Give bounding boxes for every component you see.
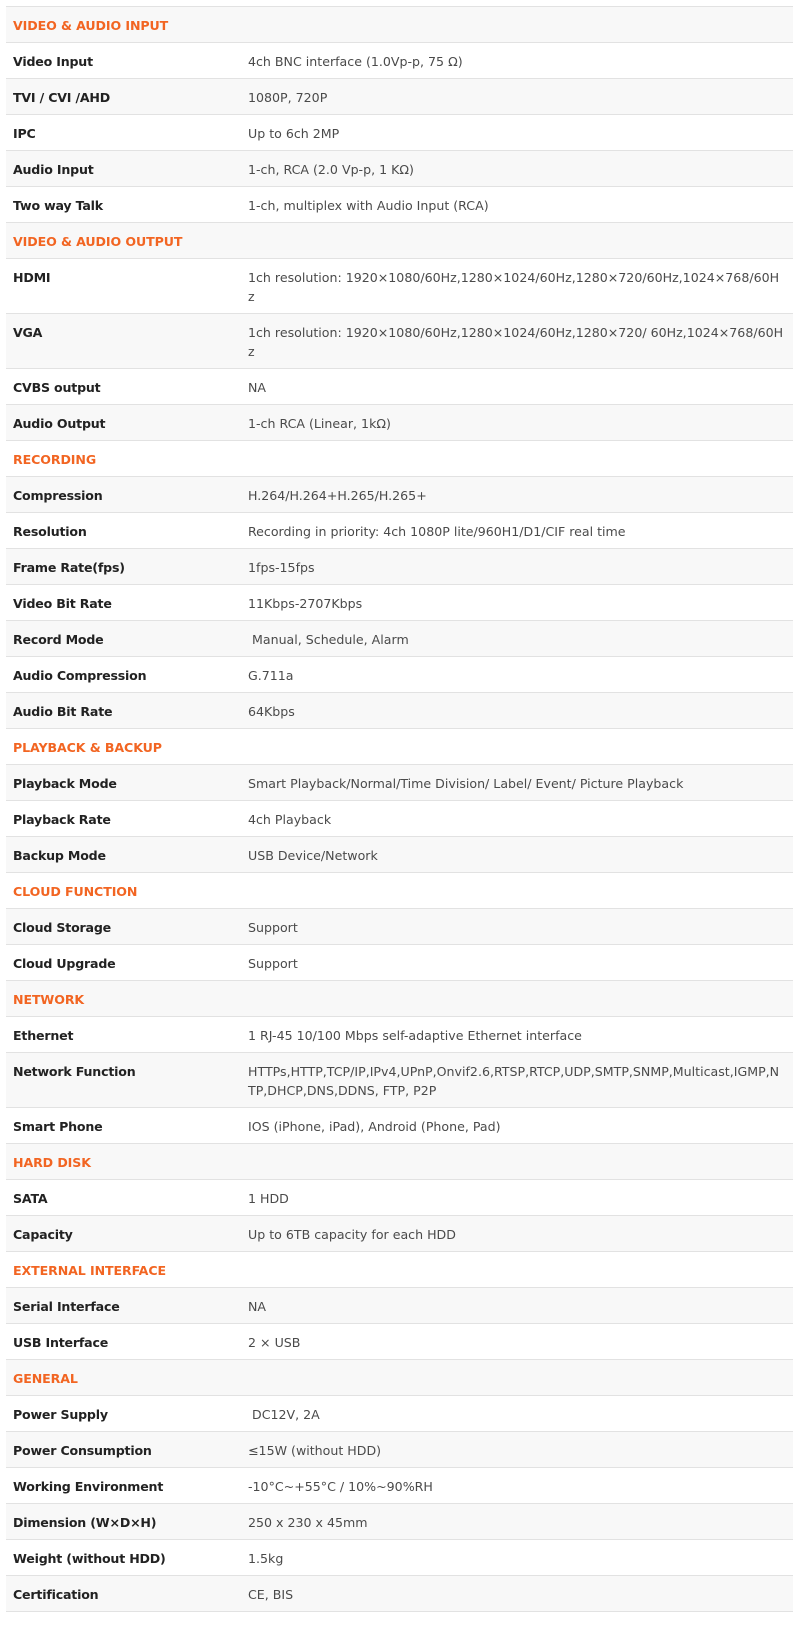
spec-value: 1-ch RCA (Linear, 1kΩ) (248, 416, 391, 431)
spec-row (6, 1053, 793, 1108)
spec-label: Frame Rate(fps) (13, 560, 125, 575)
spec-row (6, 187, 793, 223)
spec-value: Support (248, 920, 298, 935)
section-title: NETWORK (13, 992, 85, 1007)
spec-value: 11Kbps-2707Kbps (248, 596, 363, 611)
spec-value: 250 x 230 x 45mm (248, 1515, 368, 1530)
spec-row (6, 621, 793, 657)
spec-row (6, 477, 793, 513)
spec-label: Capacity (13, 1227, 73, 1242)
spec-row (6, 43, 793, 79)
spec-value: CE, BIS (248, 1587, 294, 1602)
spec-row (6, 945, 793, 981)
spec-label: Weight (without HDD) (13, 1551, 166, 1566)
spec-row (6, 693, 793, 729)
spec-value: 1-ch, RCA (2.0 Vp-p, 1 KΩ) (248, 162, 414, 177)
spec-label: Working Environment (13, 1479, 164, 1494)
spec-value: Manual, Schedule, Alarm (248, 632, 409, 647)
spec-row (6, 1504, 793, 1540)
spec-row (6, 765, 793, 801)
spec-value: 1-ch, multiplex with Audio Input (RCA) (248, 198, 489, 213)
section-title: CLOUD FUNCTION (13, 884, 138, 899)
spec-label: Dimension (W×D×H) (13, 1515, 157, 1530)
spec-label: VGA (13, 325, 43, 340)
section-header-row (6, 1252, 793, 1288)
spec-value: 1ch resolution: 1920×1080/60Hz,1280×1024/60Hz,1280×720/ 60Hz,1024×768/60Hz (248, 325, 784, 359)
spec-value: IOS (iPhone, iPad), Android (Phone, Pad) (248, 1119, 501, 1134)
section-header-row (6, 1144, 793, 1180)
spec-value: Up to 6TB capacity for each HDD (248, 1227, 456, 1242)
spec-row (6, 151, 793, 187)
spec-label: HDMI (13, 270, 51, 285)
spec-value: 4ch Playback (248, 812, 332, 827)
section-title: EXTERNAL INTERFACE (13, 1263, 166, 1278)
spec-label: Compression (13, 488, 103, 503)
spec-label: SATA (13, 1191, 48, 1206)
spec-label: Smart Phone (13, 1119, 103, 1134)
spec-row (6, 259, 793, 314)
section-title: RECORDING (13, 452, 97, 467)
spec-label: USB Interface (13, 1335, 109, 1350)
spec-value: 4ch BNC interface (1.0Vp-p, 75 Ω) (248, 54, 463, 69)
spec-value: HTTPs,HTTP,TCP/IP,IPv4,UPnP,Onvif2.6,RTSP,RTCP,UDP,SMTP,SNMP,Multicast,IGMP,NTP,DHCP,DNS,DDNS, FTP, P2P (248, 1064, 780, 1098)
spec-value: Support (248, 956, 298, 971)
spec-label: Resolution (13, 524, 87, 539)
spec-value: ≤15W (without HDD) (248, 1443, 382, 1458)
spec-row (6, 837, 793, 873)
spec-row (6, 79, 793, 115)
spec-label: Audio Input (13, 162, 94, 177)
spec-value: Smart Playback/Normal/Time Division/ Label/ Event/ Picture Playback (248, 776, 684, 791)
section-header-row (6, 1360, 793, 1396)
spec-label: Playback Rate (13, 812, 111, 827)
spec-row (6, 1396, 793, 1432)
spec-value: USB Device/Network (248, 848, 378, 863)
spec-row (6, 1432, 793, 1468)
spec-row (6, 801, 793, 837)
spec-value: 1fps-15fps (248, 560, 315, 575)
section-header-row (6, 7, 793, 43)
spec-row (6, 1468, 793, 1504)
spec-label: Ethernet (13, 1028, 74, 1043)
spec-label: Audio Compression (13, 668, 147, 683)
spec-label: Audio Output (13, 416, 106, 431)
spec-value: 64Kbps (248, 704, 295, 719)
spec-table (6, 6, 793, 1612)
spec-value: -10°C~+55°C / 10%~90%RH (248, 1479, 433, 1494)
spec-label: Power Consumption (13, 1443, 152, 1458)
section-header-row (6, 981, 793, 1017)
section-title: GENERAL (13, 1371, 78, 1386)
spec-value: 2 × USB (248, 1335, 301, 1350)
section-header-row (6, 729, 793, 765)
spec-row (6, 1324, 793, 1360)
spec-row (6, 1576, 793, 1612)
section-title: HARD DISK (13, 1155, 91, 1170)
spec-label: Network Function (13, 1064, 136, 1079)
spec-row (6, 1216, 793, 1252)
section-header-row (6, 223, 793, 259)
spec-label: Serial Interface (13, 1299, 120, 1314)
spec-row (6, 549, 793, 585)
spec-value: 1 HDD (248, 1191, 289, 1206)
spec-label: Certification (13, 1587, 99, 1602)
section-title: VIDEO & AUDIO OUTPUT (13, 234, 183, 249)
spec-row (6, 369, 793, 405)
spec-label: Cloud Storage (13, 920, 111, 935)
spec-label: Playback Mode (13, 776, 117, 791)
spec-label: Power Supply (13, 1407, 108, 1422)
spec-row (6, 1540, 793, 1576)
spec-row (6, 1288, 793, 1324)
spec-row (6, 115, 793, 151)
spec-row (6, 1108, 793, 1144)
spec-value: NA (248, 1299, 267, 1314)
spec-row (6, 314, 793, 369)
spec-label: Audio Bit Rate (13, 704, 113, 719)
spec-label: TVI / CVI /AHD (13, 90, 110, 105)
spec-row (6, 909, 793, 945)
spec-label: Two way Talk (13, 198, 103, 213)
spec-row (6, 657, 793, 693)
section-title: PLAYBACK & BACKUP (13, 740, 162, 755)
spec-value: H.264/H.264+H.265/H.265+ (248, 488, 427, 503)
spec-label: Record Mode (13, 632, 104, 647)
section-title: VIDEO & AUDIO INPUT (13, 18, 169, 33)
spec-value: 1080P, 720P (248, 90, 328, 105)
spec-row (6, 405, 793, 441)
spec-label: IPC (13, 126, 36, 141)
section-header-row (6, 873, 793, 909)
spec-value: Recording in priority: 4ch 1080P lite/960H1/D1/CIF real time (248, 524, 626, 539)
spec-value: G.711a (248, 668, 294, 683)
spec-value: 1ch resolution: 1920×1080/60Hz,1280×1024/60Hz,1280×720/60Hz,1024×768/60Hz (248, 270, 780, 304)
spec-row (6, 1180, 793, 1216)
spec-label: Cloud Upgrade (13, 956, 116, 971)
spec-row (6, 585, 793, 621)
spec-label: CVBS output (13, 380, 101, 395)
spec-row (6, 513, 793, 549)
spec-label: Video Input (13, 54, 93, 69)
spec-row (6, 1017, 793, 1053)
spec-value: Up to 6ch 2MP (248, 126, 340, 141)
spec-value: NA (248, 380, 267, 395)
spec-value: 1 RJ-45 10/100 Mbps self-adaptive Ethernet interface (248, 1028, 582, 1043)
spec-label: Video Bit Rate (13, 596, 112, 611)
spec-value: 1.5kg (248, 1551, 284, 1566)
spec-value: DC12V, 2A (248, 1407, 320, 1422)
section-header-row (6, 441, 793, 477)
spec-label: Backup Mode (13, 848, 106, 863)
